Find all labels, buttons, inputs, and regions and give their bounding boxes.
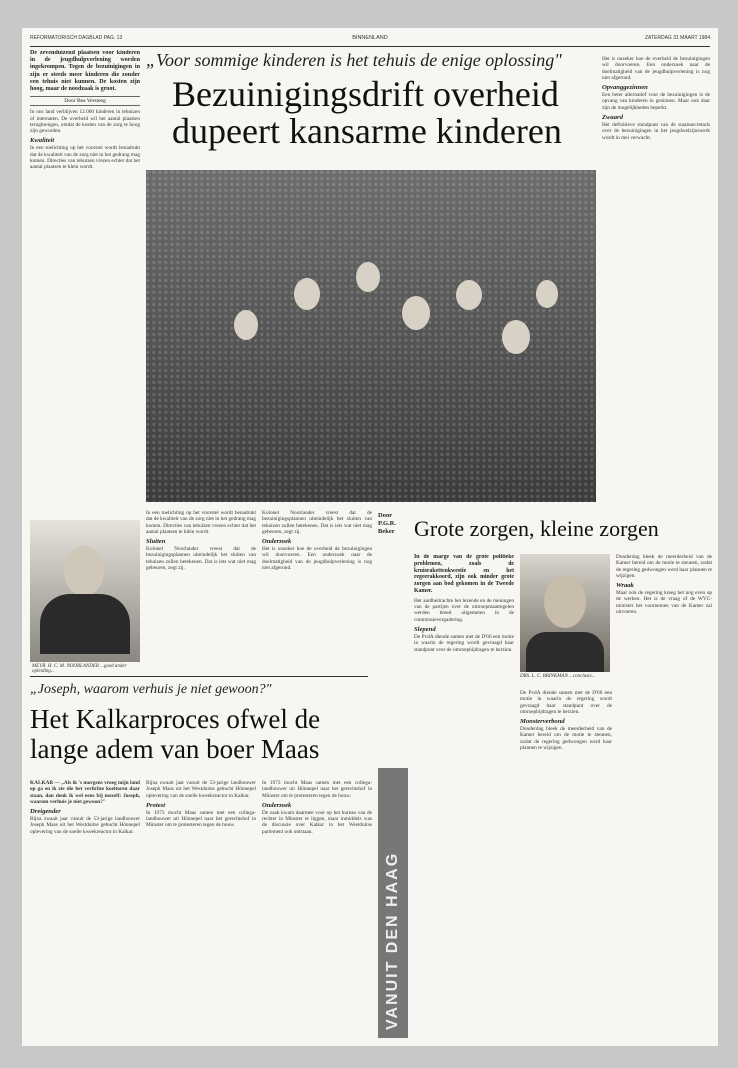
article2-subhead-onderzoek: Onderzoek — [262, 801, 292, 809]
section-rule-left — [30, 676, 368, 677]
article1-byline: Door Bea Versteeg — [30, 96, 140, 106]
article1-subhead-kwaliteit: Kwaliteit — [30, 137, 55, 145]
article2-col-3 — [262, 780, 372, 1040]
article1-subhead-opvanggezinnen: Opvanggezinnen — [602, 84, 648, 92]
article3-byline: Door P.G.R. Beker — [378, 512, 396, 535]
child-face — [456, 280, 482, 310]
vanuit-den-haag-banner — [378, 768, 408, 1038]
article1-body-3: Kolonel Noorlander vreest dat de bezuinigingsplannen uiteindelijk het sluiten van tehuizen zullen betekenen. Dat is iets wat niet mag gebeuren, zegt zij. — [146, 546, 256, 572]
article1-col-sluiten — [146, 510, 256, 670]
child-face — [502, 320, 530, 354]
article3-col-1 — [414, 554, 514, 1034]
article1-intro-column — [30, 50, 140, 510]
article2-subhead-dreigender: Dreigender — [30, 808, 61, 816]
article1-headline: Bezuinigingsdrift overheid dupeert kansarme kinderen — [172, 76, 562, 151]
brinkman-portrait — [520, 554, 610, 672]
article3-body-3b: Donderdag bleek de meerderheid van de Kamer bereid om de motie te steunen, zodat de regering gedwongen werd haar plannen te wijzigen. — [616, 554, 712, 579]
article3-subhead-monsterverbond: Monsterverbond — [520, 718, 565, 726]
article2-headline: Het Kalkarproces ofwel de lange adem van boer Maas — [30, 704, 321, 764]
article1-subhead-sluiten: Sluiten — [146, 538, 166, 546]
noorlander-caption: MEVR. H. C. M. NOORLANDER ...goed ander opleiding... — [32, 664, 127, 674]
article1-children-photo — [146, 170, 596, 502]
masthead — [30, 35, 710, 45]
article2-col-1 — [30, 780, 140, 1040]
article3-body-2: De PvdA diende samen met de D'66 een motie in waarin de regering wordt gevraagd haar standpunt over de omroepbijdragen te herzien. — [414, 633, 514, 653]
article2-kicker-block — [30, 682, 370, 704]
article1-right-column — [602, 56, 710, 506]
portrait-face — [544, 576, 586, 628]
article2-body-3: In 1973 mocht Maas samen met een collega-landbouwer uit Hönnepel naar het gerechtshof in Münster om te protesteren tegen de bouw. — [146, 809, 256, 829]
article1-headline-block — [172, 76, 602, 166]
article1-subhead-onderzoek: Onderzoek — [262, 538, 292, 546]
newspaper-page — [22, 28, 718, 1046]
article3-byline-box — [378, 512, 408, 548]
article3-subhead-slepend: Slepend — [414, 625, 436, 633]
article2-subhead-protest: Protest — [146, 801, 166, 809]
article3-body-1: Het aardbeitrachte het lezende en de meningen van de partijen over de omroepmaatregelen werden breed uitgemeten in de commissievergadering. — [414, 597, 514, 623]
portrait-suit — [526, 632, 604, 672]
article3-headline-block — [414, 516, 712, 546]
article1-body-6: Het definitieve standpunt van de staatssecretaris over de bezuinigingen in het jeugdwelzijnswerk wordt in mei verwacht. — [602, 122, 710, 141]
article2-body-2b: Bijna zwaait jaar vanuit de 53-jarige landbouwer Joseph Maas uit het Westduitse gehucht Hönnepel oplevering van de snelle kweekreactor in Kalkar. — [146, 780, 256, 799]
child-face — [234, 310, 258, 340]
article1-body-4: Het is onzeker hoe de overheid de bezuinigingen wil doorvoeren. Een onderzoek naar de doelmatigheid van de jeugdhulpverlening is nog niet afgerond. — [262, 546, 372, 572]
article2-headline-block — [30, 704, 370, 774]
article3-subhead-wraak: Wraak — [616, 582, 634, 590]
article2-body-1: KALKAR — „Als ik 's morgens vroeg mijn land op ga en ik zie die het verlichte koeltoren daar staan, dan denk ik wel eens bij mezelf: Joseph, waarom verhuis je niet gewoon?" — [30, 780, 140, 805]
article1-body-5-lead: Het is onzeker hoe de overheid de bezuinigingen wil doorvoeren. Een onderzoek naar de doelmatigheid van de jeugdhulpverlening is nog niet afgerond. — [602, 56, 710, 81]
article1-body-3-lead: In een toelichting op het voorstel wordt benadrukt dat de kwaliteit van de zorg niet in het gedrang mag komen. Directies van tehuizen vrezen echter dat het aantal plaatsen te klein wordt. — [146, 510, 256, 535]
child-face — [356, 262, 380, 292]
article3-col-3 — [616, 554, 712, 1034]
masthead-date: ZATERDAG 31 MAART 1984 — [644, 35, 710, 41]
noorlander-portrait — [30, 520, 140, 662]
article2-kicker: „Joseph, waarom verhuis je niet gewoon?" — [30, 682, 272, 697]
article1-intro: De zevenduizend plaatsen voor kinderen in de jeugdhulpverlening worden ingekrompen. Tegen de bezuinigingen in zijn er steeds meer kinderen die zonder een tehuis niet kunnen. De kosten zijn hoog, maar de noodzaak is groot. — [30, 50, 140, 93]
article2-col-2 — [146, 780, 256, 1040]
article1-body-2: In een toelichting op het voorstel wordt benadrukt dat de kwaliteit van de zorg niet in het gedrang mag komen. Directies van tehuizen vrezen echter dat het aantal plaatsen te klein wordt. — [30, 145, 140, 171]
child-face — [402, 296, 430, 330]
article3-body-4: Maar ook de regering kreeg het nog even op de werken. Het is de vraag of de WVC-minister het voornemen van de Kamer zal uitvoeren. — [616, 590, 712, 616]
article3-col-2 — [520, 690, 612, 1034]
article3-headline: Grote zorgen, kleine zorgen — [414, 516, 659, 541]
masthead-rule — [30, 46, 710, 47]
article1-subhead-zwaard: Zwaard — [602, 114, 623, 122]
portrait-face — [64, 546, 104, 596]
vanuit-den-haag-label: VANUIT DEN HAAG — [384, 851, 401, 1030]
article2-body-4: De zaak kwam daarmee voor op het bureau van de rechter in Münster te liggen, maar inmiddels was de discussie over Kalkar in het Westduitse parlement ook ontstaan. — [262, 809, 372, 835]
article3-body-3: Donderdag bleek de meerderheid van de Kamer bereid om de motie te steunen, zodat de regering gedwongen werd haar plannen te wijzigen. — [520, 726, 612, 752]
article1-body-5: Een beter alternatief voor de bezuinigingen is de opvang van kinderen in gezinnen. Maar ook daar zijn de mogelijkheden beperkt. — [602, 92, 710, 111]
article1-kicker: „Voor sommige kinderen is het tehuis de enige oplossing" — [146, 50, 562, 70]
masthead-section: BINNENLAND — [352, 35, 388, 41]
article2-body-3b: In 1973 mocht Maas samen met een collega-landbouwer uit Hönnepel naar het gerechtshof in Münster om te protesteren tegen de bouw. — [262, 780, 372, 799]
child-face — [294, 278, 320, 310]
child-face — [536, 280, 558, 308]
brinkman-caption: DRS. L. C. BRINKMAN ...conclusie... — [520, 674, 596, 679]
masthead-paper-page: REFORMATORISCH DAGBLAD PAG. 13 — [30, 35, 123, 41]
article3-body-2b: De PvdA diende samen met de D'66 een motie in waarin de regering wordt gevraagd haar standpunt over de omroepbijdragen te herzien. — [520, 690, 612, 715]
article2-body-2: Bijna zwaait jaar vanuit de 53-jarige landbouwer Joseph Maas uit het Westduitse gehucht Hönnepel oplevering van de snelle kweekreactor in Kalkar. — [30, 816, 140, 835]
portrait-uniform — [40, 594, 130, 654]
article3-intro: In de marge van de grote politieke problemen, zoals de kruisrakettenkwestie en het regeerakkoord, zijn ook minder grote zorgen aan bod gekomen in de Tweede Kamer. — [414, 554, 514, 594]
article1-col-onderzoek — [262, 510, 372, 670]
article1-body-1: In ons land verblijven 12.000 kinderen in tehuizen of internaten. De overheid wil het aantal plaatsen terugbrengen, omdat de kosten van de zorg te hoog zijn geworden. — [30, 109, 140, 135]
article1-body-4-lead: Kolonel Noorlander vreest dat de bezuinigingsplannen uiteindelijk het sluiten van tehuizen zullen betekenen. Dat is iets wat niet mag gebeuren, zegt zij. — [262, 510, 372, 535]
